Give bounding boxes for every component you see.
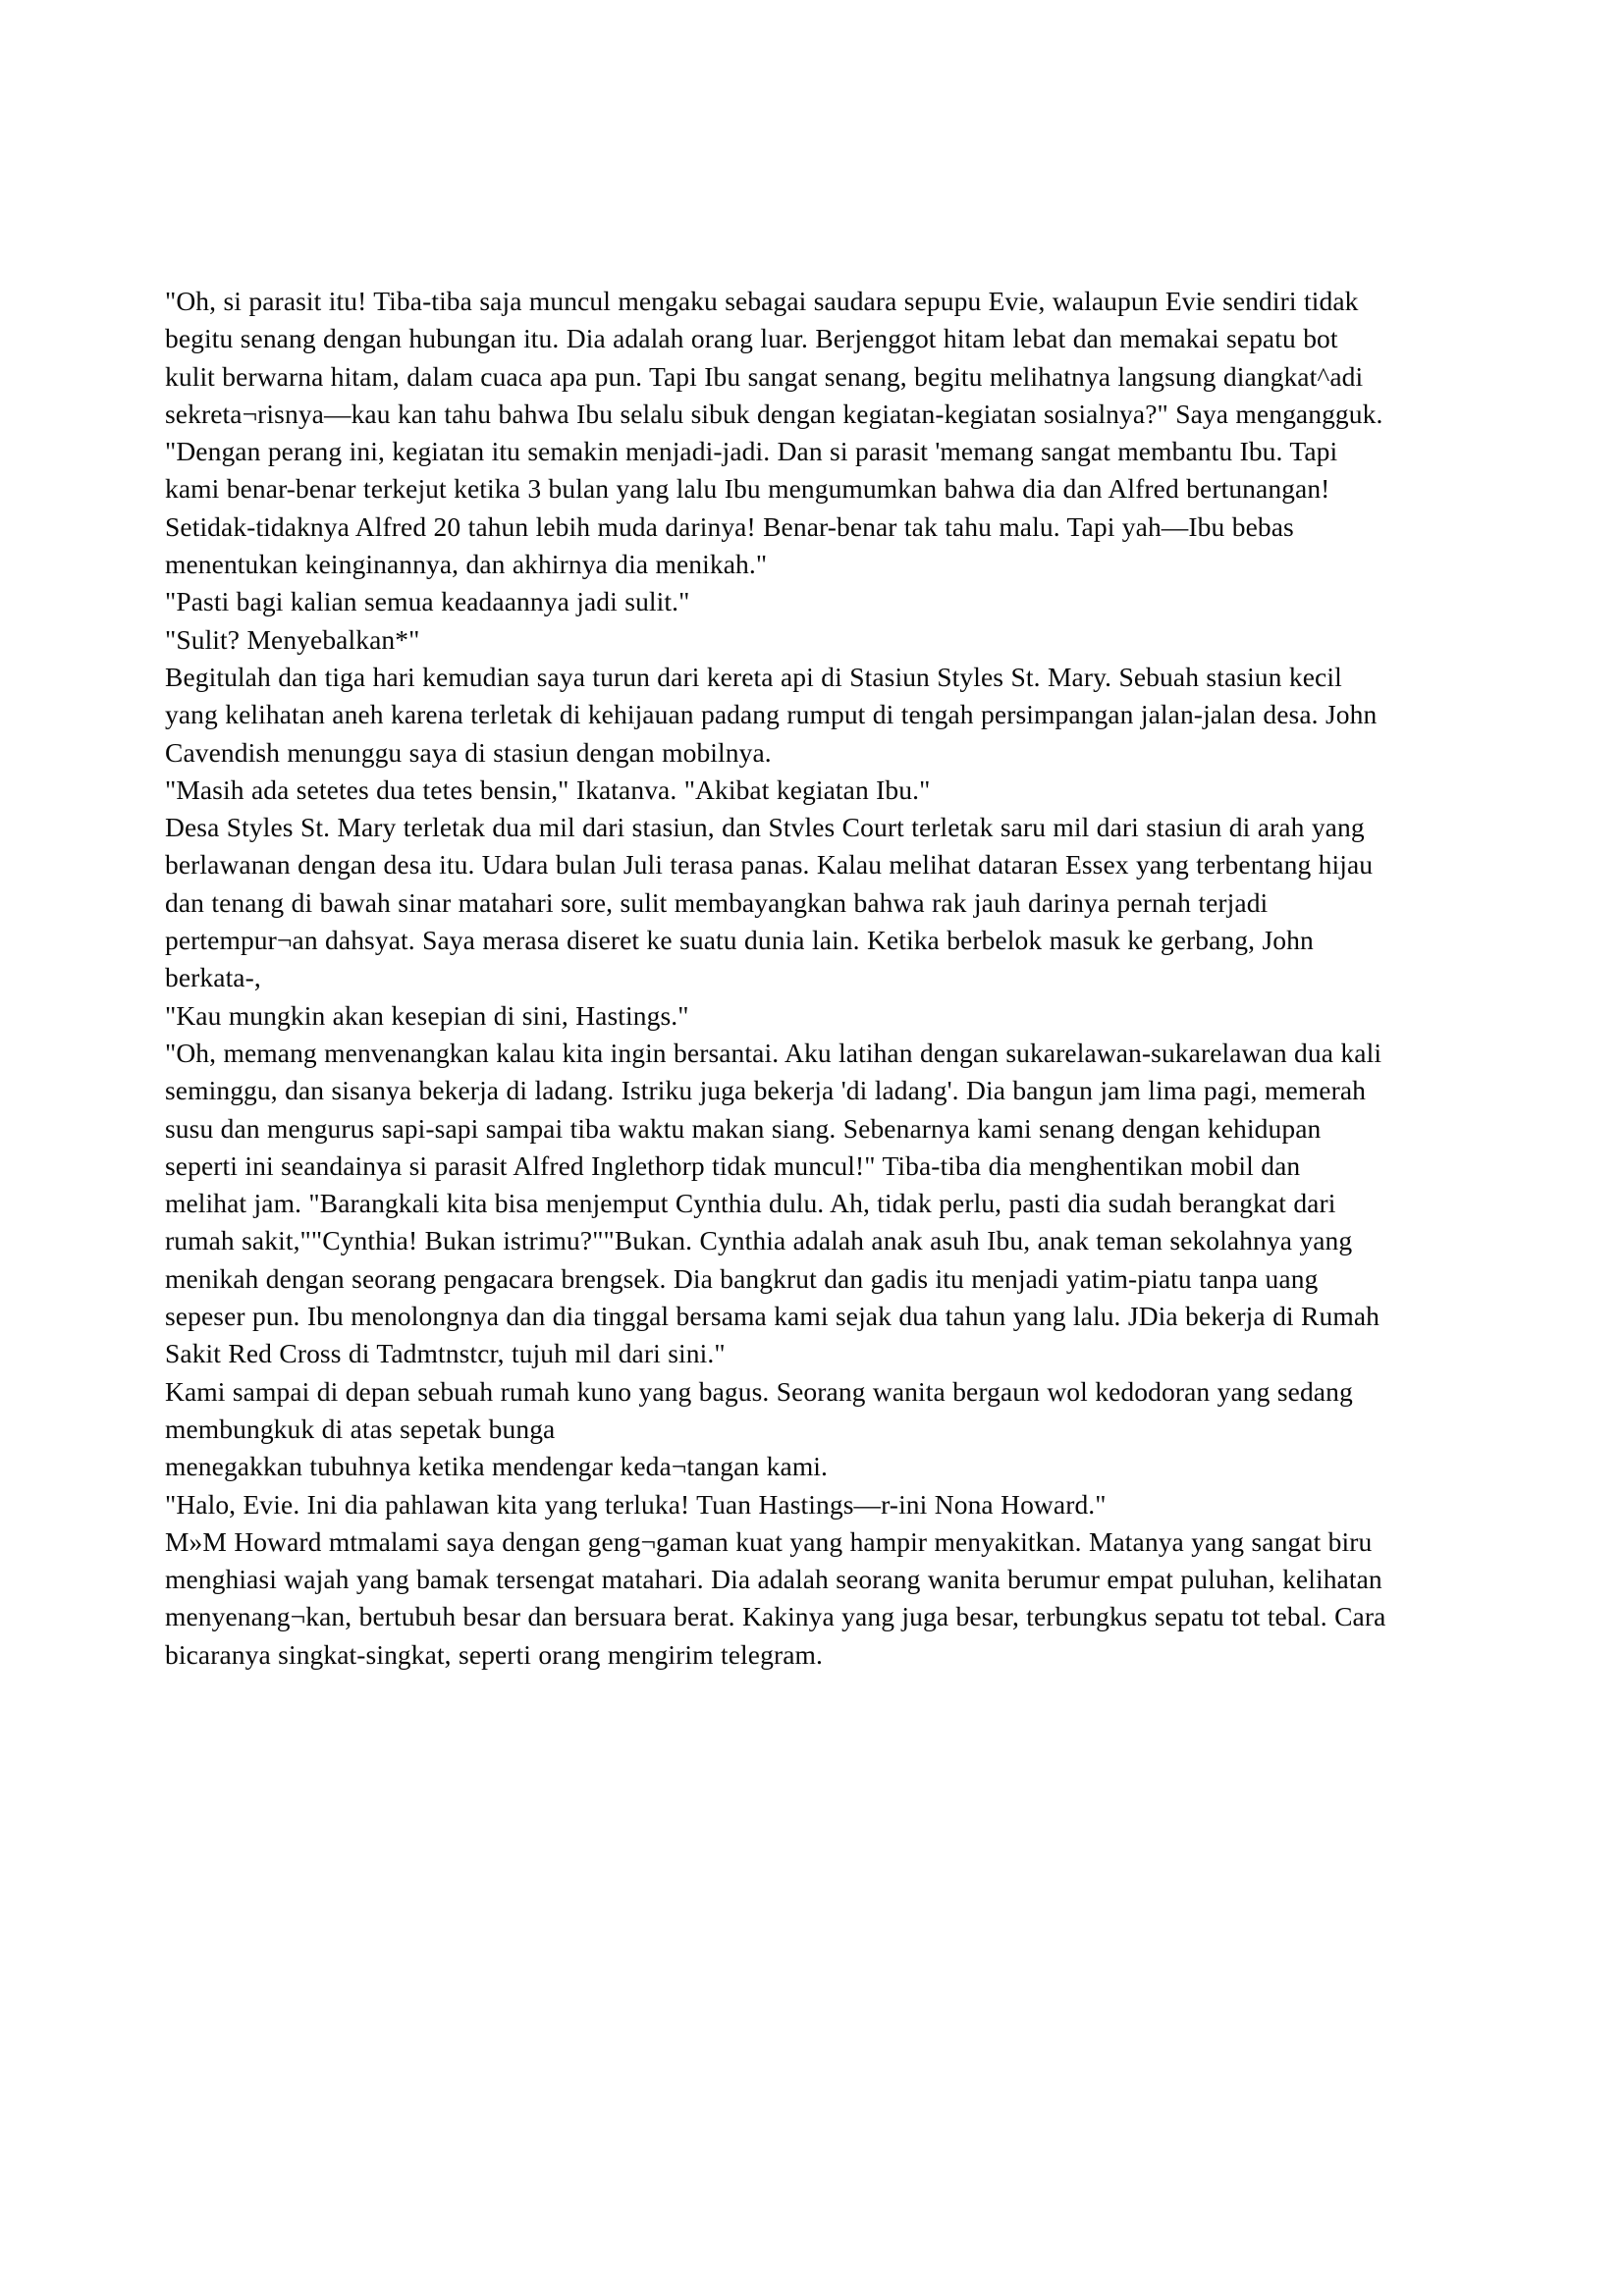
paragraph: menegakkan tubuhnya ketika mendengar keda¬tangan kami.	[165, 1451, 829, 1482]
paragraph: "Dengan perang ini, kegiatan itu semakin menjadi-jadi. Dan si parasit 'memang sangat membantu Ibu. Tapi kami benar-benar terkejut ketika 3 bulan yang lalu Ibu mengumumkan bahwa dia dan Alfred bertunangan! Setidak-tidaknya Alfred 20 tahun lebih muda darinya! Benar-benar tak tahu malu. Tapi yah—Ibu bebas menentukan keinginannya, dan akhirnya dia menikah."	[165, 436, 1338, 580]
paragraph: Kami sampai di depan sebuah rumah kuno yang bagus. Seorang wanita bergaun wol kedodoran yang sedang membungkuk di atas sepetak bunga	[165, 1375, 1353, 1444]
paragraph: "Oh, si parasit itu! Tiba-tiba saja muncul mengaku sebagai saudara sepupu Evie, walaupun Evie sendiri tidak begitu senang dengan hubungan itu. Dia adalah orang luar. Berjenggot hitam lebat dan memakai sepatu bot kulit berwarna hitam, dalam cuaca apa pun. Tapi Ibu sangat senang, begitu melihatnya langsung diangkat^adi sekreta¬risnya—kau kan tahu bahwa Ibu selalu sibuk dengan kegiatan-kegiatan sosialnya?" Saya mengangguk.	[165, 286, 1383, 429]
paragraph: M»M Howard mtmalami saya dengan geng¬gaman kuat yang hampir menyakitkan. Matanya yang sangat biru menghiasi wajah yang bamak tersengat matahari. Dia adalah seorang wanita berumur empat puluhan, kelihatan menyenang¬kan, bertubuh besar dan bersuara berat. Kakinya yang juga besar, terbungkus sepatu tot tebal. Cara bicaranya singkat-singkat, seperti orang mengirim telegram.	[165, 1525, 1386, 1670]
paragraph: Begitulah dan tiga hari kemudian saya turun dari kereta api di Stasiun Styles St. Mary. Sebuah stasiun kecil yang kelihatan aneh karena terletak di kehijauan padang rumput di tengah persimpangan jalan-jalan desa. John Cavendish menunggu saya di stasiun dengan mobilnya.	[165, 661, 1378, 768]
paragraph: "Halo, Evie. Ini dia pahlawan kita yang terluka! Tuan Hastings—r-ini Nona Howard."	[165, 1488, 1107, 1520]
paragraph: "Oh, memang menvenangkan kalau kita ingin bersantai. Aku latihan dengan sukarelawan-sukarelawan dua kali seminggu, dan sisanya bekerja di ladang. Istriku juga bekerja 'di ladang'. Dia bangun jam lima pagi, memerah susu dan mengurus sapi-sapi sampai tiba waktu makan siang. Sebenarnya kami senang dengan kehidupan seperti ini seandainya si parasit Alfred Inglethorp tidak muncul!" Tiba-tiba dia menghentikan mobil dan melihat jam. "Barangkali kita bisa menjemput Cynthia dulu. Ah, tidak perlu, pasti dia sudah berangkat dari rumah sakit,""Cynthia! Bukan istrimu?""Bukan. Cynthia adalah anak asuh Ibu, anak teman sekolahnya yang menikah dengan seorang pengacara brengsek. Dia bangkrut dan gadis itu menjadi yatim-piatu tanpa uang sepeser pun. Ibu menolongnya dan dia tinggal bersama kami sejak dua tahun yang lalu. JDia bekerja di Rumah Sakit Red Cross di Tadmtnstcr, tujuh mil dari sini."	[165, 1037, 1382, 1369]
paragraph: "Sulit? Menyebalkan*"	[165, 623, 420, 655]
paragraph: "Kau mungkin akan kesepian di sini, Hastings."	[165, 999, 689, 1031]
paragraph: "Masih ada setetes dua tetes bensin," Ikatanva. "Akibat kegiatan Ibu."	[165, 774, 931, 805]
paragraph: Desa Styles St. Mary terletak dua mil dari stasiun, dan Stvles Court terletak saru mil dari stasiun di arah yang berlawanan dengan desa itu. Udara bulan Juli terasa panas. Kalau melihat dataran Essex yang terbentang hijau dan tenang di bawah sinar matahari sore, sulit membayangkan bahwa rak jauh darinya pernah terjadi pertempur¬an dahsyat. Saya merasa diseret ke suatu dunia lain. Ketika berbelok masuk ke gerbang, John berkata-,	[165, 812, 1374, 993]
paragraph: "Pasti bagi kalian semua keadaannya jadi sulit."	[165, 586, 690, 617]
body-text-column	[165, 283, 1387, 1674]
